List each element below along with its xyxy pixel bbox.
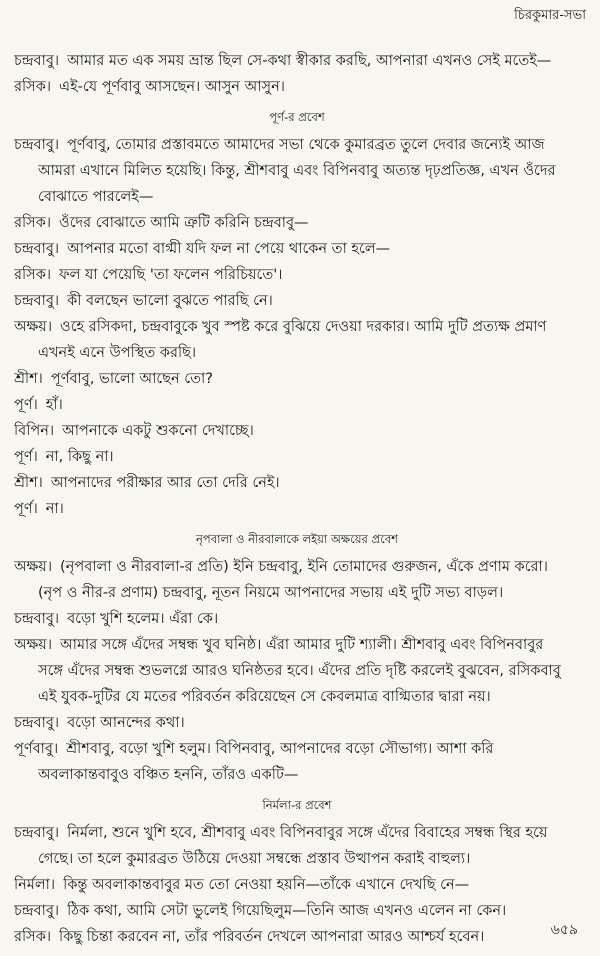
dialogue-line: [14, 392, 580, 418]
running-title: চিরকুমার-সভা: [514, 8, 586, 23]
speech-text: নির্মলা, শুনে খুশি হবে, শ্রীশবাবু এবং বিপিনবাবুর সঙ্গে এঁদের বিবাহের সম্বন্ধ স্থির হয়ে: [67, 825, 548, 841]
dialogue-block: [14, 210, 580, 236]
speech-text: আপনাকে একটু শুকনো দেখাচ্ছে।: [62, 423, 254, 439]
speaker-name: চন্দ্রবাবু।: [14, 825, 60, 841]
speaker-name: চন্দ্রবাবু।: [14, 137, 60, 153]
dialogue-line: [14, 924, 580, 950]
dialogue-line: [14, 684, 580, 710]
stage-direction: নৃপবালা ও নীরবালাকে লইয়া অক্ষয়ের প্রবেশ: [196, 532, 398, 546]
speaker-name: চন্দ্রবাবু।: [14, 293, 60, 309]
speech-text: হাঁ।: [45, 397, 63, 413]
dialogue-line: [14, 658, 580, 684]
speaker-name: রসিক।: [14, 79, 52, 95]
dialogue-block: [14, 48, 580, 74]
dialogue-line: [14, 288, 580, 314]
speech-text: এই-যে পূর্ণবাবু আসছেন। আসুন আসুন।: [59, 79, 285, 95]
dialogue-block: [14, 366, 580, 392]
speaker-name: রসিক।: [14, 929, 52, 945]
dialogue-block: [14, 554, 580, 606]
dialogue-line: [14, 632, 580, 658]
speech-text: না, কিছু না।: [45, 449, 114, 465]
dialogue-line: [14, 444, 580, 470]
dialogue-block: [14, 496, 580, 522]
speech-text: আমার সঙ্গে এঁদের সম্বন্ধ খুব ঘনিষ্ঠ। এঁরা আমার দুটি শ্যালী। শ্রীশবাবু এবং বিপিনবাবুর: [60, 637, 544, 653]
speaker-name: অক্ষয়।: [14, 559, 53, 575]
dialogue-block: [14, 924, 580, 950]
dialogue-line: [14, 366, 580, 392]
dialogue-line: [14, 606, 580, 632]
dialogue-line: [14, 132, 580, 158]
dialogue-block: [14, 820, 580, 872]
dialogue-block: [14, 418, 580, 444]
speech-text: কী বলছেন ভালো বুঝতে পারছি নে।: [67, 293, 273, 309]
speech-text: বড়ো খুশি হলেম। এঁরা কে।: [67, 611, 219, 627]
dialogue-line: [14, 418, 580, 444]
dialogue-line: [14, 314, 580, 340]
dialogue-line: [14, 184, 580, 210]
speaker-name: পূর্ণ।: [14, 501, 38, 517]
speaker-name: পূর্ণ।: [14, 397, 38, 413]
dialogue-block: [14, 710, 580, 736]
dialogue-block: [14, 872, 580, 898]
speaker-name: শ্রীশ।: [14, 475, 43, 491]
speaker-name: চন্দ্রবাবু।: [14, 53, 60, 69]
speech-text: বড়ো আনন্দের কথা।: [67, 715, 185, 731]
dialogue-block: [14, 314, 580, 366]
speech-text: গেছে। তা হলে কুমারব্রত উঠিয়ে দেওয়া সম্বন্ধে প্রস্তাব উত্থাপন করাই বাহুল্য।: [38, 851, 471, 867]
dialogue-block: [14, 606, 580, 632]
speech-text: এই যুবক-দুটির যে মতের পরিবর্তন করিয়েছেন সে কেবলমাত্র বাগ্মিতার দ্বারা নয়।: [38, 689, 491, 705]
speech-text: পূর্ণবাবু, ভালো আছেন তো?: [50, 371, 213, 387]
dialogue-line: [14, 262, 580, 288]
dialogue-line: [14, 580, 580, 606]
dialogue-line: [14, 210, 580, 236]
speech-text: বোঝাতে পারলেই—: [38, 189, 154, 205]
speech-text: আপনার মতো বাগ্মী যদি ফল না পেয়ে থাকেন তা হলে—: [67, 241, 391, 257]
speaker-name: শ্রীশ।: [14, 371, 43, 387]
speech-text: (নৃপ ও নীর-র প্রণাম) চন্দ্রবাবু, নূতন নিয়মে আপনাদের সভায় এই দুটি সভ্য বাড়ল।: [38, 585, 504, 601]
speech-text: কিছু চিন্তা করবেন না, তাঁর পরিবর্তন দেখলে আপনারা আরও আশ্চর্য হবেন।: [59, 929, 485, 945]
speech-text: অবলাকান্তবাবুও বঞ্চিত হননি, তাঁরও একটি—: [38, 767, 299, 783]
dialogue-line: [14, 74, 580, 100]
dialogue-line: [14, 736, 580, 762]
dialogue-line: [14, 820, 580, 846]
speaker-name: পূর্ণবাবু।: [14, 741, 59, 757]
speech-text: ঠিক কথা, আমি সেটা ভুলেই গিয়েছিলুম—তিনি আজ এখনও এলেন না কেন।: [67, 903, 507, 919]
speaker-name: চন্দ্রবাবু।: [14, 903, 60, 919]
stage-direction: নির্মলা-র প্রবেশ: [262, 798, 332, 812]
speech-text: ওঁদের বোঝাতে আমি ত্রুটি করিনি চন্দ্রবাবু—: [59, 215, 309, 231]
speaker-name: নির্মলা।: [14, 877, 56, 893]
speech-text: আমার মত এক সময় ভ্রান্ত ছিল সে-কথা স্বীকার করছি, আপনারা এখনও সেই মতেই—: [67, 53, 552, 69]
speech-text: ওহে রসিকদা, চন্দ্রবাবুকে খুব স্পষ্ট করে বুঝিয়ে দেওয়া দরকার। আমি দুটি প্রত্যক্ষ প্রমাণ: [60, 319, 547, 335]
dialogue-line: [14, 496, 580, 522]
dialogue-line: [14, 48, 580, 74]
speech-text: না।: [45, 501, 64, 517]
dialogue-block: [14, 632, 580, 710]
speaker-name: পূর্ণ।: [14, 449, 38, 465]
dialogue-block: [14, 470, 580, 496]
speaker-name: বিপিন।: [14, 423, 55, 439]
speech-text: সঙ্গে এঁদের সম্বন্ধ শুভলগ্নে আরও ঘনিষ্ঠতর হবে। এঁদের প্রতি দৃষ্টি করলেই বুঝবেন, রসিকবাবু: [38, 663, 561, 679]
speech-text: (নৃপবালা ও নীরবালা-র প্রতি) ইনি চন্দ্রবাবু, ইনি তোমাদের গুরুজন, এঁকে প্রণাম করো।: [60, 559, 548, 575]
dialogue-block: [14, 288, 580, 314]
dialogue-line: [14, 158, 580, 184]
speaker-name: অক্ষয়।: [14, 637, 53, 653]
speaker-name: অক্ষয়।: [14, 319, 53, 335]
play-text: [14, 48, 580, 950]
dialogue-line: [14, 554, 580, 580]
dialogue-block: [14, 236, 580, 262]
speech-text: ফল যা পেয়েছি 'তা ফলেন পরিচিয়তে'।: [59, 267, 283, 283]
speaker-name: চন্দ্রবাবু।: [14, 611, 60, 627]
page-number: ৬৫৯: [550, 922, 578, 938]
dialogue-block: [14, 132, 580, 210]
speaker-name: চন্দ্রবাবু।: [14, 715, 60, 731]
stage-direction: পূর্ণ-র প্রবেশ: [269, 110, 325, 124]
dialogue-block: [14, 392, 580, 418]
dialogue-block: [14, 444, 580, 470]
speaker-name: চন্দ্রবাবু।: [14, 241, 60, 257]
dialogue-block: [14, 736, 580, 788]
dialogue-line: [14, 762, 580, 788]
dialogue-line: [14, 872, 580, 898]
dialogue-line: [14, 470, 580, 496]
speech-text: পূর্ণবাবু, তোমার প্রস্তাবমতে আমাদের সভা থেকে কুমারব্রত তুলে দেবার জন্যেই আজ: [67, 137, 545, 153]
speech-text: কিন্তু অবলাকান্তবাবুর মত তো নেওয়া হয়নি—তাঁকে এখানে দেখছি নে—: [63, 877, 470, 893]
speaker-name: রসিক।: [14, 215, 52, 231]
dialogue-line: [14, 710, 580, 736]
speech-text: শ্রীশবাবু, বড়ো খুশি হলুম। বিপিনবাবু, আপনাদের বড়ো সৌভাগ্য। আশা করি: [66, 741, 494, 757]
dialogue-line: [14, 340, 580, 366]
dialogue-line: [14, 898, 580, 924]
dialogue-block: [14, 898, 580, 924]
dialogue-line: [14, 846, 580, 872]
speech-text: এখনই এনে উপস্থিত করছি।: [38, 345, 197, 361]
speaker-name: রসিক।: [14, 267, 52, 283]
speech-text: আমরা এখানে মিলিত হয়েছি। কিন্তু, শ্রীশবাবু এবং বিপিনবাবু অত্যন্ত দৃঢ়প্রতিজ্ঞ, এখন ওঁদের: [38, 163, 556, 179]
speech-text: আপনাদের পরীক্ষার আর তো দেরি নেই।: [50, 475, 280, 491]
dialogue-line: [14, 236, 580, 262]
dialogue-block: [14, 74, 580, 100]
dialogue-block: [14, 262, 580, 288]
